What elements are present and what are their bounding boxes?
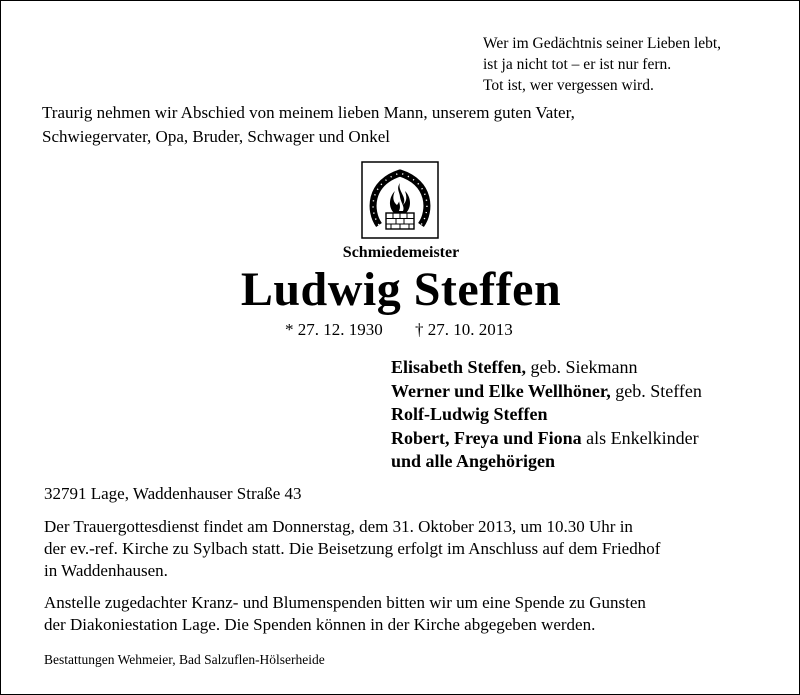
intro-line: Traurig nehmen wir Abschied von meinem lieben Mann, unserem guten Vater, bbox=[42, 103, 575, 122]
birth-date: * 27. 12. 1930 bbox=[285, 320, 383, 339]
donation-line: der Diakoniestation Lage. Die Spenden können in der Kirche abgegeben werden. bbox=[44, 615, 596, 634]
funeral-service-info bbox=[44, 516, 764, 582]
service-line: Der Trauergottesdienst findet am Donnerstag, dem 31. Oktober 2013, um 10.30 Uhr in bbox=[44, 517, 633, 536]
mourner-name: Werner und Elke Wellhöner, bbox=[391, 380, 611, 401]
death-date: † 27. 10. 2013 bbox=[415, 320, 513, 339]
donation-request bbox=[44, 592, 764, 636]
horseshoe-anvil-fire-icon bbox=[361, 161, 439, 239]
intro-line: Schwiegervater, Opa, Bruder, Schwager und Onkel bbox=[42, 127, 390, 146]
mourner-name: Robert, Freya und Fiona bbox=[391, 427, 582, 448]
deceased-name: Ludwig Steffen bbox=[240, 263, 562, 316]
mourner-line bbox=[391, 380, 702, 404]
poem bbox=[483, 33, 721, 96]
mourner-line bbox=[391, 356, 702, 380]
undertaker-credit: Bestattungen Wehmeier, Bad Salzuflen-Hölserheide bbox=[44, 652, 325, 667]
mourner-name: Elisabeth Steffen, bbox=[391, 357, 526, 377]
service-line: in Waddenhausen. bbox=[44, 561, 168, 580]
intro-text bbox=[42, 101, 575, 149]
service-line: der ev.-ref. Kirche zu Sylbach statt. Die Beisetzung erfolgt im Anschluss auf dem Friedhof bbox=[44, 539, 661, 558]
poem-line: ist ja nicht tot – er ist nur fern. bbox=[483, 56, 672, 73]
donation-line: Anstelle zugedachter Kranz- und Blumenspenden bitten wir um eine Spende zu Gunsten bbox=[44, 593, 646, 612]
profession-title: Schmiedemeister bbox=[342, 244, 460, 261]
mourner-line bbox=[391, 403, 702, 427]
mourner-note: geb. Steffen bbox=[610, 380, 702, 401]
mourner-name: und alle Angehörigen bbox=[391, 451, 556, 471]
mourner-name: Rolf-Ludwig Steffen bbox=[391, 404, 548, 424]
family-address: 32791 Lage, Waddenhauser Straße 43 bbox=[44, 484, 302, 503]
mourners-list bbox=[391, 356, 702, 474]
poem-line: Wer im Gedächtnis seiner Lieben lebt, bbox=[483, 35, 722, 52]
poem-line: Tot ist, wer vergessen wird. bbox=[483, 77, 654, 94]
mourner-note: geb. Siekmann bbox=[526, 357, 638, 377]
mourner-note: als Enkelkinder bbox=[581, 427, 699, 448]
mourner-line bbox=[391, 450, 702, 474]
mourner-line bbox=[391, 427, 702, 451]
